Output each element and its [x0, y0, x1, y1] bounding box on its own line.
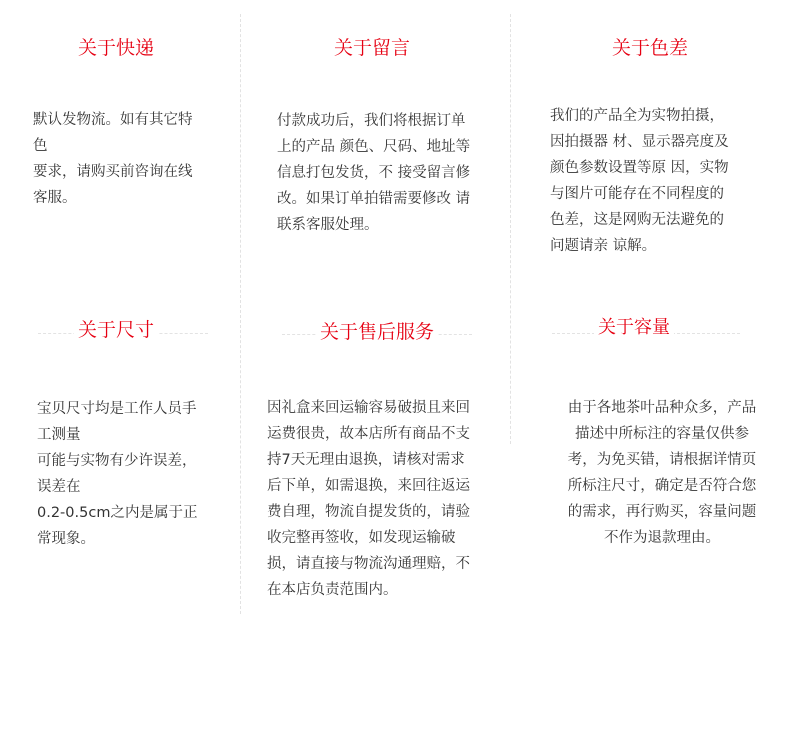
- section-title: 关于留言: [334, 37, 411, 59]
- section-body: [33, 107, 193, 211]
- column-divider: [240, 14, 241, 614]
- section-body: [550, 103, 729, 259]
- body-line: 可能与实物有少许误差，: [37, 453, 197, 469]
- body-line: 改。如果订单拍错需要修改 请: [277, 191, 471, 207]
- body-line: 因礼盒来回运输容易破损且来回: [267, 400, 470, 416]
- body-line: 运费很贵，故本店所有商品不支: [267, 426, 470, 442]
- section-body: [551, 395, 773, 551]
- body-line: 费自理，物流自提发货的，请验: [267, 504, 470, 520]
- section-title: 关于尺寸: [74, 318, 158, 342]
- column-divider: [510, 14, 511, 444]
- body-line: 色差，这是网购无法避免的: [550, 212, 724, 228]
- body-line: 色: [33, 138, 48, 154]
- section-title: 关于快递: [78, 37, 155, 59]
- body-line: 考，为免买错，请根据详情页: [567, 452, 757, 468]
- body-line: 联系客服处理。: [277, 217, 379, 233]
- body-line: 要求，请购买前咨询在线: [33, 164, 193, 180]
- body-line: 误差在: [37, 479, 81, 495]
- body-line: 颜色参数设置等原 因，实物: [550, 160, 729, 176]
- body-line: 0.2-0.5cm之内是属于正: [37, 505, 198, 521]
- body-line: 的需求，再行购买，容量问题: [567, 504, 757, 520]
- section-title: 关于容量: [594, 316, 674, 340]
- body-line: 收完整再签收，如发现运输破: [267, 530, 456, 546]
- section-body: [267, 395, 470, 603]
- section-title: 关于色差: [612, 37, 689, 59]
- body-line: 与图片可能存在不同程度的: [550, 186, 724, 202]
- body-line: 持7天无理由退换，请核对需求: [267, 452, 465, 468]
- body-line: 在本店负责范围内。: [267, 582, 398, 598]
- body-line: 常现象。: [37, 531, 95, 547]
- body-line: 问题请亲 谅解。: [550, 238, 657, 254]
- body-line: 宝贝尺寸均是工作人员手: [37, 401, 197, 417]
- body-line: 付款成功后，我们将根据订单: [277, 113, 466, 129]
- section-body: [37, 396, 197, 552]
- body-line: 不作为退款理由。: [604, 530, 720, 546]
- body-line: 后下单，如需退换，来回往返运: [267, 478, 470, 494]
- body-line: 因拍摄器 材、显示器亮度及: [550, 134, 729, 150]
- section-body: [277, 108, 470, 238]
- body-line: 默认发物流。如有其它特: [33, 112, 193, 128]
- body-line: 客服。: [33, 190, 77, 206]
- body-line: 上的产品 颜色、尺码、地址等: [277, 139, 471, 155]
- body-line: 信息打包发货，不 接受留言修: [277, 165, 471, 181]
- body-line: 由于各地茶叶品种众多，产品: [567, 400, 757, 416]
- body-line: 我们的产品全为实物拍摄，: [550, 108, 724, 124]
- body-line: 工测量: [37, 427, 81, 443]
- body-line: 所标注尺寸，确定是否符合您: [567, 478, 757, 494]
- body-line: 损，请直接与物流沟通理赔，不: [267, 556, 470, 572]
- section-title: 关于售后服务: [316, 320, 438, 344]
- body-line: 描述中所标注的容量仅供参: [575, 426, 749, 442]
